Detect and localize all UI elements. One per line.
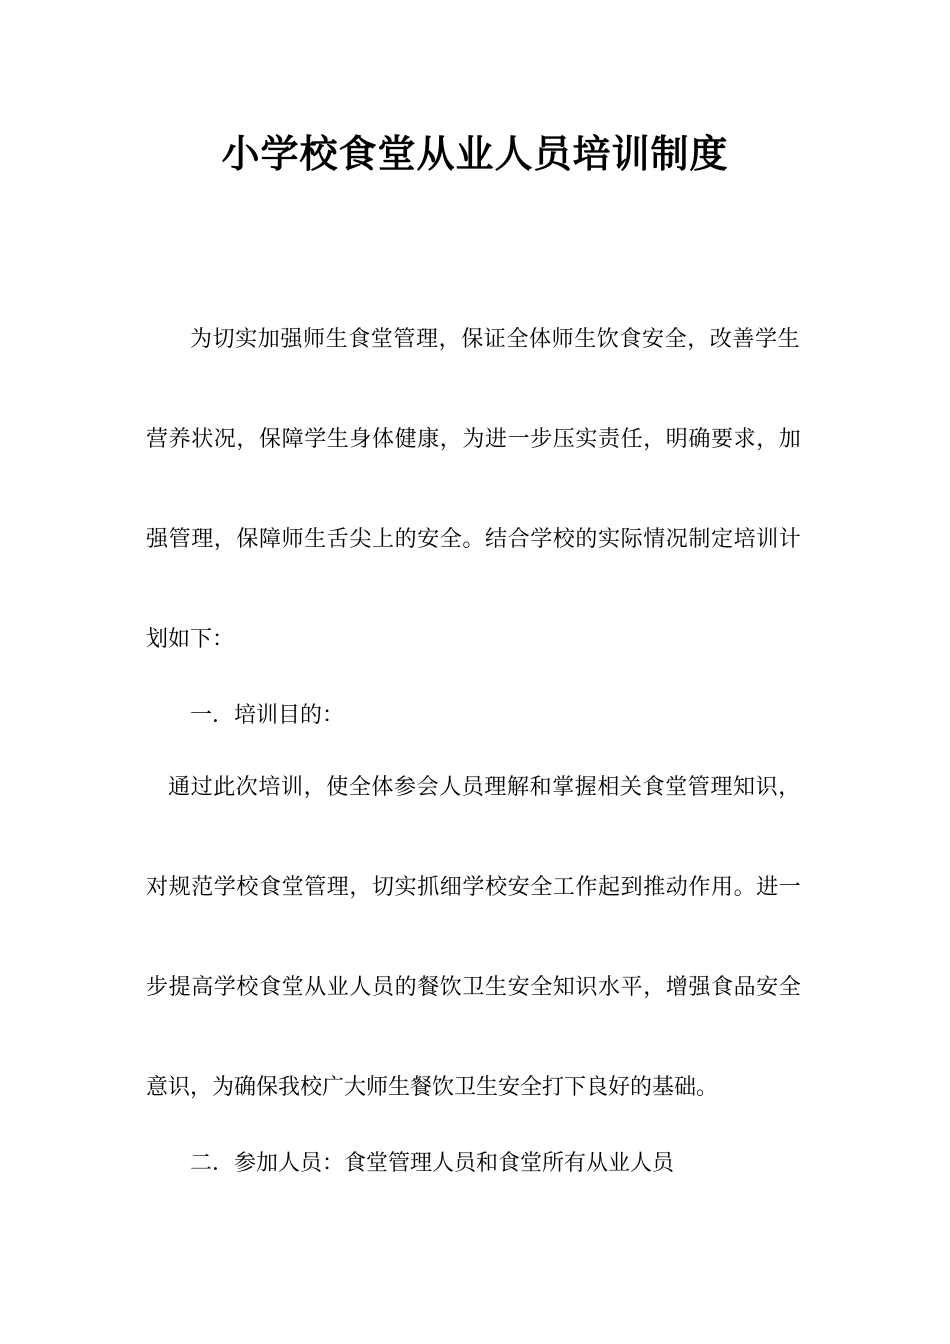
intro-paragraph-line-1: 为切实加强师生食堂管理，保证全体师生饮食安全，改善学生 <box>190 327 801 352</box>
section-heading-training-purpose: 一．培训目的： <box>190 703 345 728</box>
intro-paragraph-line-4: 划如下： <box>146 627 235 652</box>
document-title: 小学校食堂从业人员培训制度 <box>221 131 729 176</box>
purpose-paragraph-line-4: 意识，为确保我校广大师生餐饮卫生安全打下良好的基础。 <box>146 1075 719 1100</box>
purpose-paragraph-line-3: 步提高学校食堂从业人员的餐饮卫生安全知识水平，增强食品安全 <box>146 975 802 1000</box>
purpose-paragraph-line-2: 对规范学校食堂管理，切实抓细学校安全工作起到推动作用。进一 <box>146 875 802 900</box>
section-heading-participants: 二．参加人员：食堂管理人员和食堂所有从业人员 <box>190 1151 675 1176</box>
intro-paragraph-line-2: 营养状况，保障学生身体健康，为进一步压实责任，明确要求，加 <box>146 427 802 452</box>
purpose-paragraph-line-1: 通过此次培训，使全体参会人员理解和掌握相关食堂管理知识， <box>168 775 801 800</box>
intro-paragraph-line-3: 强管理，保障师生舌尖上的安全。结合学校的实际情况制定培训计 <box>146 527 802 552</box>
